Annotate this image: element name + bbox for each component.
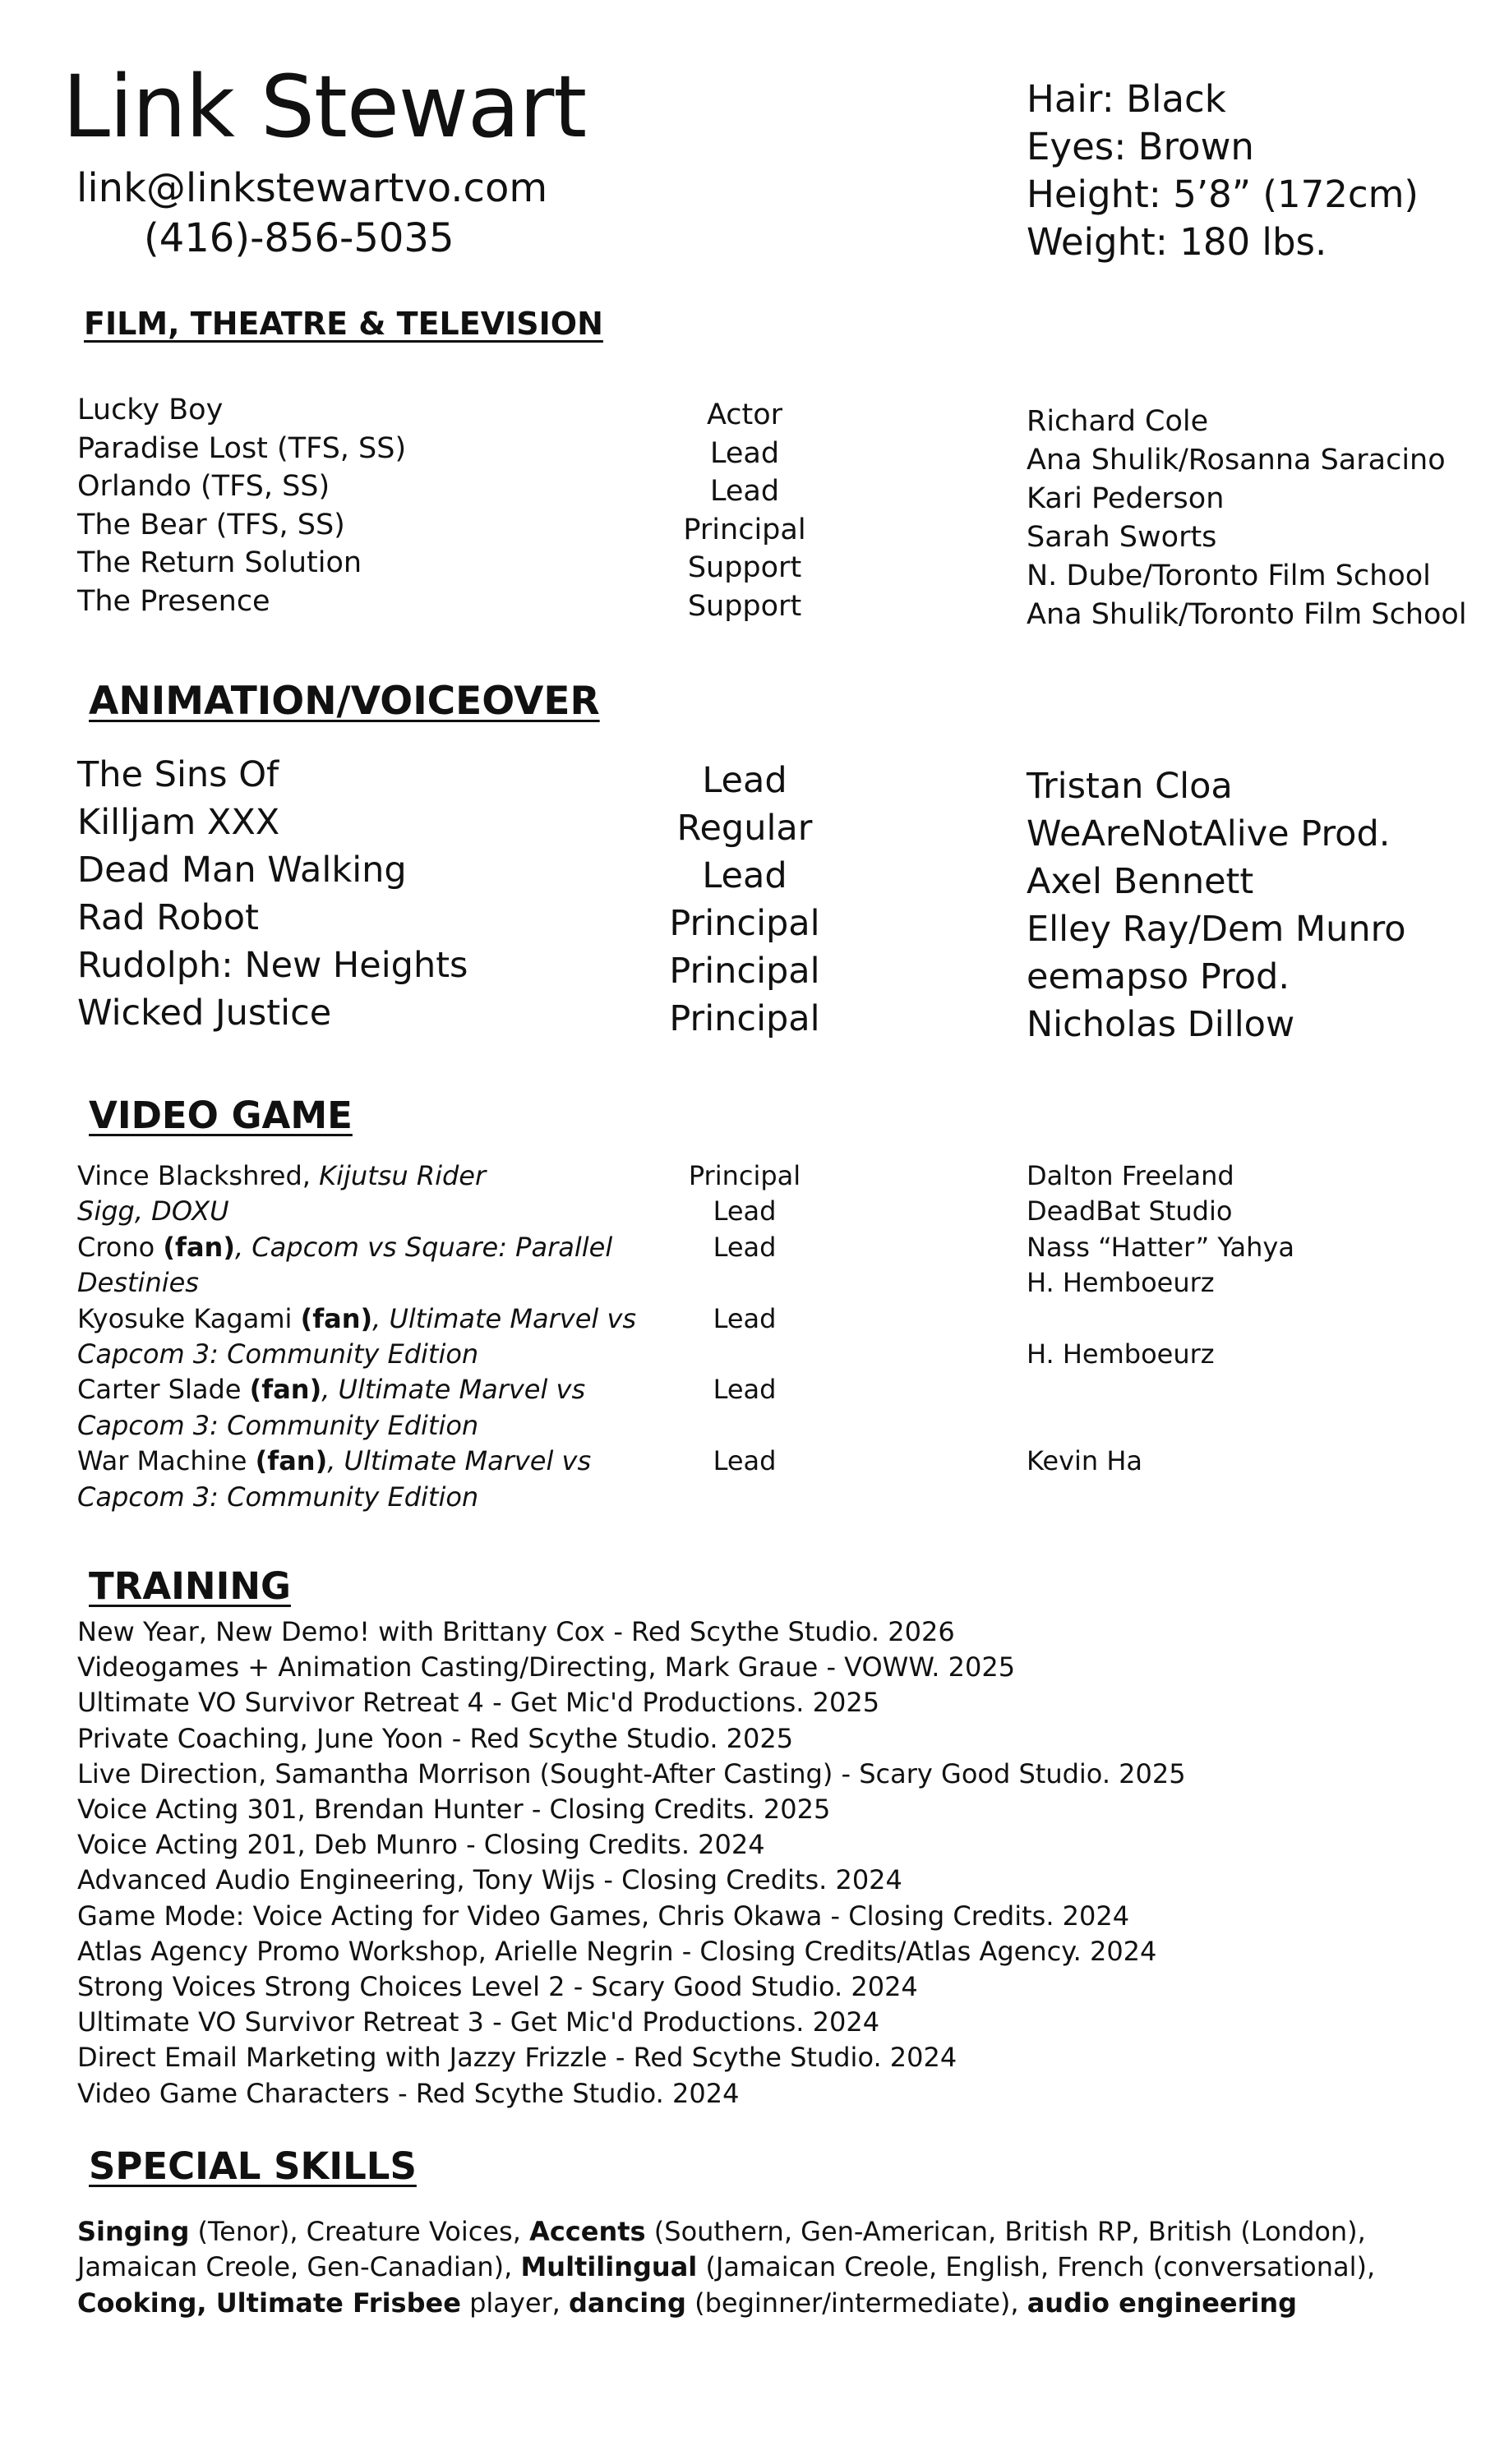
animation-role: Principal [669,903,820,944]
video-game-line: Capcom 3: Community Edition [77,1409,479,1441]
video-game-role [621,1265,868,1301]
video-game-directors-column [1027,1158,1294,1515]
video-game-director: Dalton Freeland [1027,1160,1234,1191]
video-game-role: Lead [713,1195,777,1227]
skill-text: (Southern, Gen-American, British RP, British (London), Jamaican Creole, Gen-Canadian), [77,2216,1366,2283]
training-item: Videogames + Animation Casting/Directing, Mark Graue - VOWW. 2025 [77,1651,1016,1683]
video-game-role: Lead [713,1374,777,1406]
film-role: Actor [706,398,783,431]
animation-director: Tristan Cloa [1027,766,1233,807]
video-game-titles-column [77,1158,636,1515]
film-title: Paradise Lost (TFS, SS) [77,431,407,465]
stat-weight: Weight: 180 lbs. [1027,220,1327,264]
skill-bold: Multilingual [520,2251,698,2283]
film-title: The Return Solution [77,546,362,579]
film-title: Lucky Boy [77,394,224,426]
film-title: Orlando (TFS, SS) [77,470,330,503]
stat-eyes: Eyes: Brown [1027,125,1254,168]
video-game-director [1027,1372,1294,1407]
video-game-line: Sigg, DOXU [77,1195,229,1227]
animation-director: WeAreNotAlive Prod. [1027,813,1391,854]
film-role: Principal [683,513,806,546]
skill-bold: Accents [529,2216,646,2247]
film-title: The Presence [77,584,270,618]
training-item: Private Coaching, June Yoon - Red Scythe Studio. 2025 [77,1722,794,1754]
film-director: Ana Shulik/Toronto Film School [1027,598,1467,631]
video-game-director [1027,1408,1294,1444]
animation-director: Axel Bennett [1027,861,1254,902]
video-game-role: Lead [713,1302,777,1334]
section-heading-training: TRAINING [89,1564,291,1608]
training-item: Direct Email Marketing with Jazzy Frizzle - Red Scythe Studio. 2024 [77,2042,957,2074]
animation-role: Regular [676,808,813,849]
animation-director: eemapso Prod. [1027,956,1290,997]
actor-name: Link Stewart [62,57,587,157]
video-game-role [621,1480,868,1515]
film-title: The Bear (TFS, SS) [77,508,345,541]
video-game-line: War Machine (fan), Ultimate Marvel vs [77,1445,592,1477]
skill-bold: audio engineering [1027,2287,1298,2319]
training-item: Atlas Agency Promo Workshop, Arielle Negrin - Closing Credits/Atlas Agency. 2024 [77,1935,1157,1967]
stat-hair: Hair: Black [1027,77,1226,121]
training-item: Voice Acting 201, Deb Munro - Closing Credits. 2024 [77,1829,765,1861]
training-item: Live Direction, Samantha Morrison (Sought-After Casting) - Scary Good Studio. 2025 [77,1757,1186,1789]
video-game-role: Principal [688,1160,801,1191]
animation-role: Lead [702,760,787,801]
video-game-roles-column [621,1158,868,1515]
film-role: Lead [709,436,780,470]
film-directors-column [1027,403,1467,634]
skill-bold: Singing [77,2216,190,2247]
film-role: Support [687,551,802,584]
animation-roles-column [621,757,868,1043]
video-game-director: H. Hemboeurz [1027,1338,1215,1370]
video-game-line: Carter Slade (fan), Ultimate Marvel vs [77,1374,586,1406]
video-game-line: Capcom 3: Community Edition [77,1338,479,1370]
film-director: Richard Cole [1027,405,1209,438]
animation-role: Lead [702,855,787,896]
stat-height: Height: 5’8” (172cm) [1027,173,1419,216]
animation-title: Dead Man Walking [77,850,407,891]
film-roles-column [621,396,868,625]
animation-titles-column [77,751,468,1037]
training-item: Ultimate VO Survivor Retreat 3 - Get Mic'd Productions. 2024 [77,2006,880,2038]
physical-stats [1027,76,1419,266]
animation-role: Principal [669,998,820,1039]
video-game-line: Kyosuke Kagami (fan), Ultimate Marvel vs [77,1302,637,1334]
phone-number[interactable]: (416)-856-5035 [144,215,454,261]
training-item: Strong Voices Strong Choices Level 2 - Scary Good Studio. 2024 [77,1971,918,2003]
section-heading-special-skills: SPECIAL SKILLS [89,2144,417,2188]
animation-title: Rad Robot [77,897,259,938]
skill-bold: dancing [569,2287,686,2319]
animation-title: Wicked Justice [77,993,332,1034]
video-game-director: Nass “Hatter” Yahya [1027,1231,1294,1263]
video-game-director: H. Hemboeurz [1027,1267,1215,1299]
training-item: Game Mode: Voice Acting for Video Games, Chris Okawa - Closing Credits. 2024 [77,1900,1130,1932]
film-director: Sarah Sworts [1027,521,1217,554]
video-game-line: Vince Blackshred, Kijutsu Rider [77,1160,487,1191]
video-game-line: Capcom 3: Community Edition [77,1481,479,1513]
video-game-role [621,1408,868,1444]
animation-title: The Sins Of [77,754,279,795]
animation-role: Principal [669,951,820,992]
film-role: Support [687,589,802,623]
training-item: Ultimate VO Survivor Retreat 4 - Get Mic'd Productions. 2025 [77,1687,880,1719]
skill-text: (Jamaican Creole, English, French (conversational), [697,2251,1376,2283]
video-game-role [621,1337,868,1372]
section-heading-animation: ANIMATION/VOICEOVER [89,679,600,724]
film-titles-column [77,391,406,620]
film-role: Lead [709,475,780,508]
video-game-line: Crono (fan), Capcom vs Square: Parallel [77,1231,613,1263]
animation-directors-column [1027,762,1406,1048]
film-director: Ana Shulik/Rosanna Saracino [1027,444,1446,477]
email-address[interactable]: link@linkstewartvo.com [76,165,548,211]
video-game-director [1027,1480,1294,1515]
animation-title: Rudolph: New Heights [77,945,468,986]
video-game-director [1027,1301,1294,1337]
video-game-role: Lead [713,1445,777,1477]
training-item: Video Game Characters - Red Scythe Studio. 2024 [77,2077,740,2109]
animation-title: Killjam XXX [77,802,280,843]
animation-director: Elley Ray/Dem Munro [1027,909,1406,950]
training-item: New Year, New Demo! with Brittany Cox - Red Scythe Studio. 2026 [77,1616,955,1647]
video-game-line: Destinies [77,1267,199,1299]
animation-director: Nicholas Dillow [1027,1004,1295,1045]
film-director: Kari Pederson [1027,482,1225,515]
skill-text: (beginner/intermediate), [685,2287,1027,2319]
special-skills-paragraph [77,2214,1433,2321]
film-director: N. Dube/Toronto Film School [1027,560,1431,592]
skill-text: player, [460,2287,570,2319]
video-game-role: Lead [713,1231,777,1263]
video-game-director: Kevin Ha [1027,1445,1143,1477]
skill-text: (Tenor), Creature Voices, [189,2216,530,2247]
video-game-director: DeadBat Studio [1027,1195,1233,1227]
section-heading-film: FILM, THEATRE & TELEVISION [84,306,603,342]
training-item: Advanced Audio Engineering, Tony Wijs - Closing Credits. 2024 [77,1864,902,1896]
skill-bold: Cooking, Ultimate Frisbee [77,2287,461,2319]
training-item: Voice Acting 301, Brendan Hunter - Closing Credits. 2025 [77,1794,831,1826]
section-heading-video-game: VIDEO GAME [89,1094,353,1137]
training-list [77,1614,1186,2112]
